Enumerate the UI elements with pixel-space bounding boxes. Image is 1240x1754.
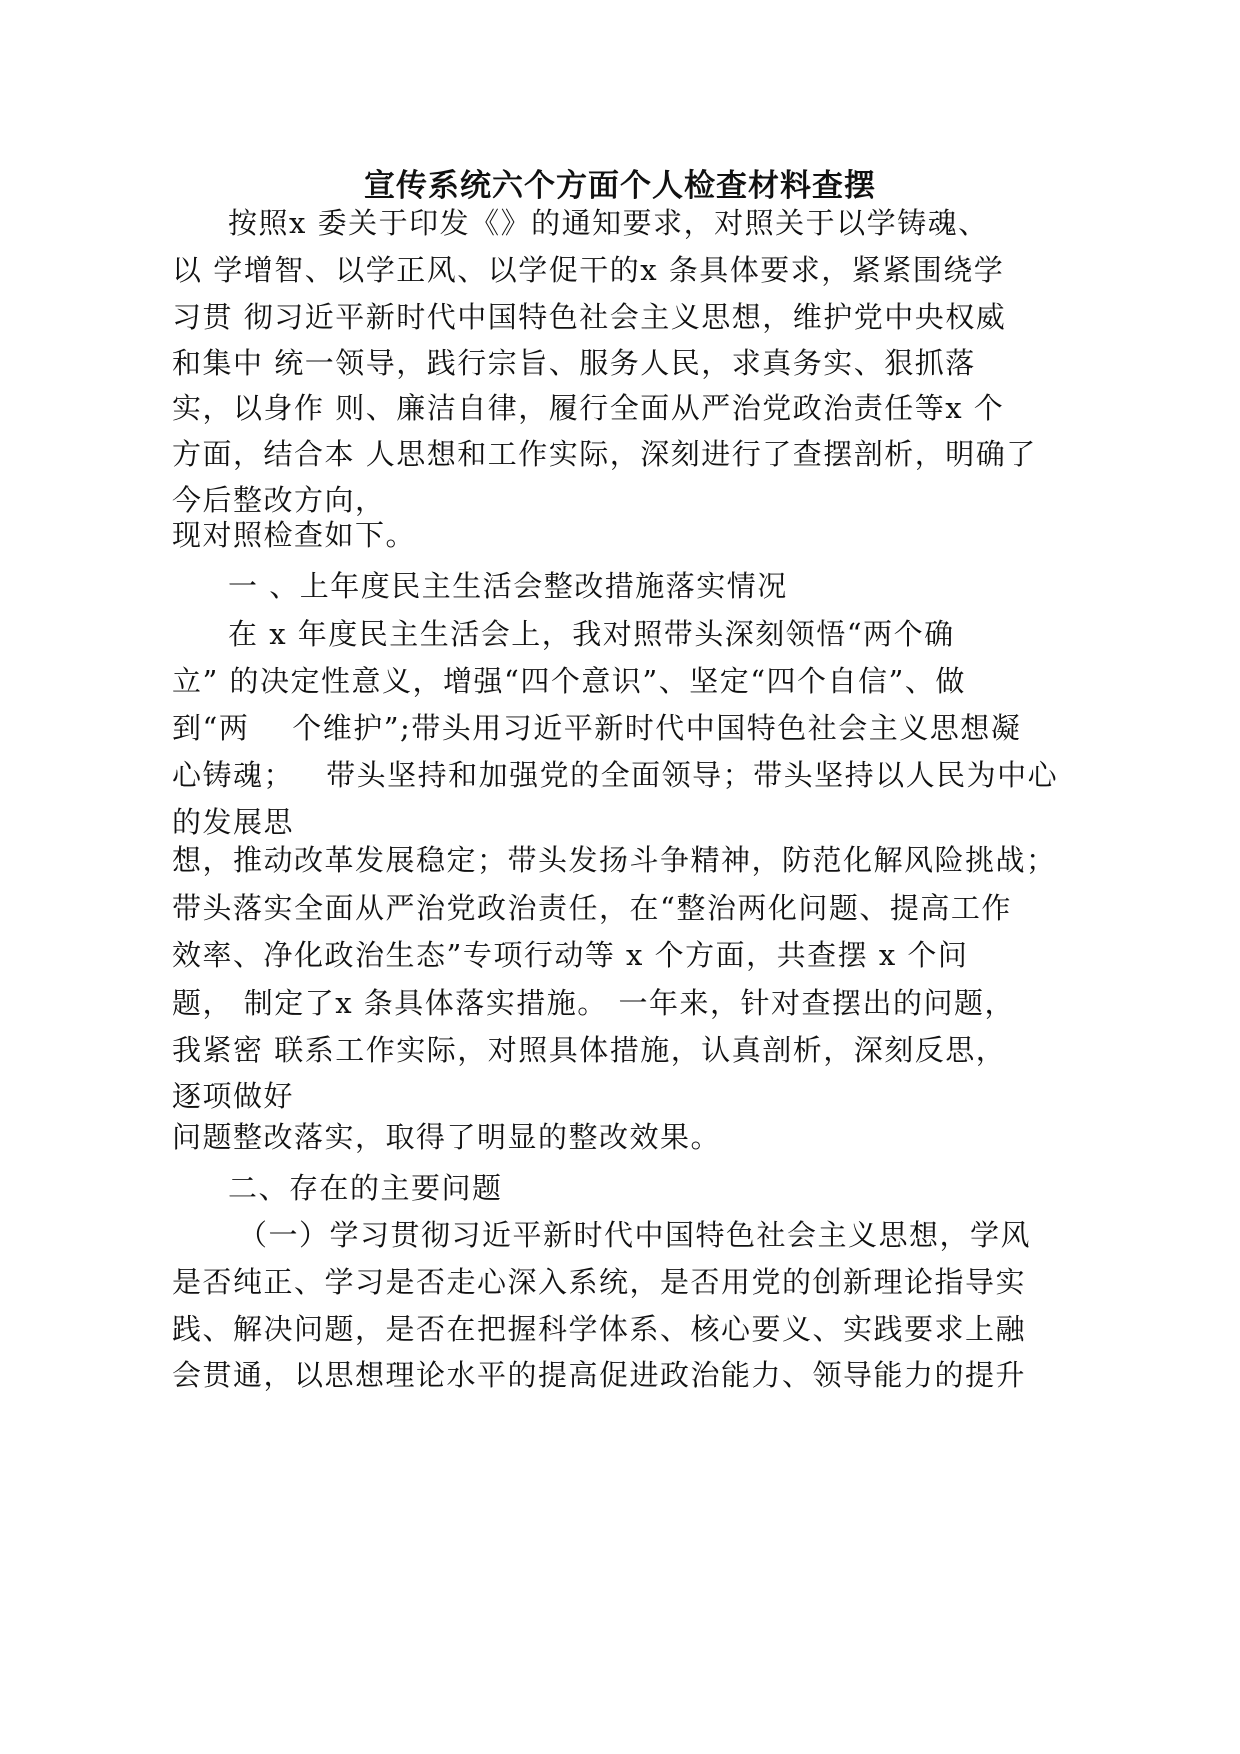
body-line: 在 x 年度民主生活会上，我对照带头深刻领悟“两个确 — [228, 617, 955, 651]
body-line: 方面，结合本 人思想和工作实际，深刻进行了查摆剖析，明确了 — [172, 437, 1037, 471]
body-line: 想，推动改革发展稳定；带头发扬斗争精神，防范化解风险挑战； — [172, 843, 1057, 877]
body-line: 会贯通，以思想理论水平的提高促进政治能力、领导能力的提升 — [172, 1358, 1027, 1392]
body-line: 今后整改方向， — [172, 483, 386, 517]
body-line: （一）学习贯彻习近平新时代中国特色社会主义思想，学风 — [238, 1218, 1032, 1252]
body-line: 现对照检查如下。 — [172, 518, 417, 552]
body-line: 心铸魂； 带头坚持和加强党的全面领导；带头坚持以人民为中心 — [172, 758, 1059, 792]
body-line: 我紧密 联系工作实际，对照具体措施，认真剖析，深刻反思， — [172, 1033, 1007, 1067]
body-line: 践、解决问题，是否在把握科学体系、核心要义、实践要求上融 — [172, 1312, 1027, 1346]
body-line: 问题整改落实，取得了明显的整改效果。 — [172, 1120, 722, 1154]
body-line: 以 学增智、以学正风、以学促干的x 条具体要求，紧紧围绕学 — [172, 253, 1005, 287]
body-line: 习贯 彻习近平新时代中国特色社会主义思想，维护党中央权威 — [172, 300, 1007, 334]
body-line: 实，以身作 则、廉洁自律，履行全面从严治党政治责任等x 个 — [172, 391, 1005, 425]
body-line: 的发展思 — [172, 805, 295, 839]
body-line: 题， 制定了x 条具体落实措施。 一年来，针对查摆出的问题， — [172, 986, 1016, 1020]
body-line: 一 、上年度民主生活会整改措施落实情况 — [228, 569, 788, 603]
body-line: 带头落实全面从严治党政治责任，在“整治两化问题、提高工作 — [172, 891, 1012, 925]
document-title: 宣传系统六个方面个人检查材料查摆 — [364, 168, 876, 204]
body-line: 立” 的决定性意义，增强“四个意识”、坚定“四个自信”、做 — [172, 664, 966, 698]
body-line: 是否纯正、学习是否走心深入系统，是否用党的创新理论指导实 — [172, 1265, 1027, 1299]
body-line: 逐项做好 — [172, 1079, 295, 1113]
body-line: 和集中 统一领导，践行宗旨、服务人民，求真务实、狠抓落 — [172, 346, 976, 380]
body-line: 效率、净化政治生态”专项行动等 x 个方面，共查摆 x 个问 — [172, 938, 969, 972]
body-line: 按照x 委关于印发《》的通知要求，对照关于以学铸魂、 — [228, 206, 989, 240]
body-line: 到“两 个维护”;带头用习近平新时代中国特色社会主义思想凝 — [172, 711, 1022, 745]
body-line: 二、存在的主要问题 — [228, 1171, 503, 1205]
